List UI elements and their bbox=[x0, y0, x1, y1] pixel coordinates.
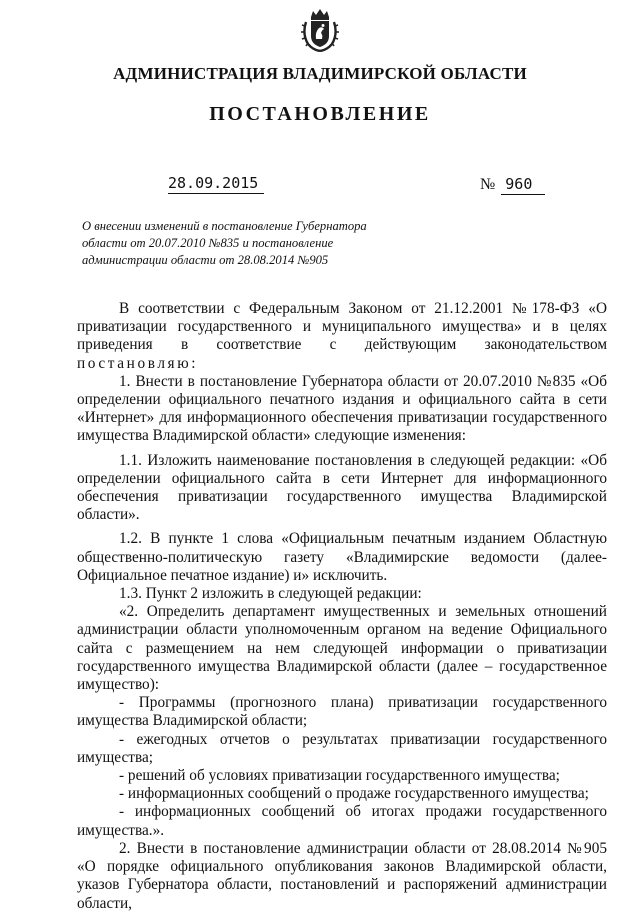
preamble: В соответствии с Федеральным Законом от 21.12.2001 №178-ФЗ «О приватизации государственного и муниципального имущества» и в целях приведения в соответствие с действующим законодательством bbox=[77, 300, 607, 354]
document-type: ПОСТАНОВЛЕНИЕ bbox=[209, 103, 431, 125]
document-number-block bbox=[480, 175, 545, 195]
document-date: 28.09.2015 bbox=[168, 174, 264, 194]
subject-line: области от 20.07.2010 №835 и постановление bbox=[82, 236, 334, 250]
list-item: - Программы (прогнозного плана) приватизации государственного имущества Владимирской области; bbox=[77, 694, 607, 730]
list-item: - ежегодных отчетов о результатах приватизации государственного имущества; bbox=[77, 730, 607, 766]
subject-line: О внесении изменений в постановление Губернатора bbox=[82, 219, 367, 233]
list-item: - информационных сообщений о продаже государственного имущества; bbox=[119, 785, 589, 803]
document-subject bbox=[82, 218, 402, 269]
paragraph-1-3-text: «2. Определить департамент имущественных и земельных отношений администрации области уполномоченным органом на ведение Официального сайта с размещением на нем следующей информации о приватизации государственного имущества Владимирской области (далее – государственное имущество): bbox=[77, 603, 607, 694]
document-body bbox=[77, 300, 607, 913]
subject-line: администрации области от 28.08.2014 №905 bbox=[82, 253, 329, 267]
list-item: - решений об условиях приватизации государственного имущества; bbox=[119, 767, 560, 785]
decree-word: постановляю: bbox=[77, 354, 199, 372]
list-item: - информационных сообщений об итогах продажи государственного имущества.». bbox=[77, 803, 607, 839]
coat-of-arms-icon bbox=[301, 8, 339, 52]
document-number: 960 bbox=[501, 175, 545, 195]
paragraph-1: 1. Внести в постановление Губернатора области от 20.07.2010 №835 «Об определении официального печатного издания и официального сайта в сети «Интернет» для информационного обеспечения приватизации государственного имущества Владимирской области» следующие изменения: bbox=[77, 372, 607, 445]
paragraph-1-2: 1.2. В пункте 1 слова «Официальным печатным изданием Областную общественно-политическую газету «Владимирские ведомости (далее- Официальное печатное издание) и» исключить. bbox=[77, 530, 607, 584]
organization-title: АДМИНИСТРАЦИЯ ВЛАДИМИРСКОЙ ОБЛАСТИ bbox=[113, 64, 527, 83]
paragraph-1-3: 1.3. Пункт 2 изложить в следующей редакции: bbox=[119, 585, 422, 603]
number-label: № bbox=[480, 176, 496, 193]
paragraph-2: 2. Внести в постановление администрации области от 28.08.2014 №905 «О порядке официального опубликования законов Владимирской области, указов Губернатора области, постановлений и распоряжений администрации области, bbox=[77, 839, 607, 912]
paragraph-1-1: 1.1. Изложить наименование постановления в следующей редакции: «Об определении официального сайта в сети Интернет для информационного обеспечения приватизации государственного имущества Владимирской области». bbox=[77, 451, 607, 524]
